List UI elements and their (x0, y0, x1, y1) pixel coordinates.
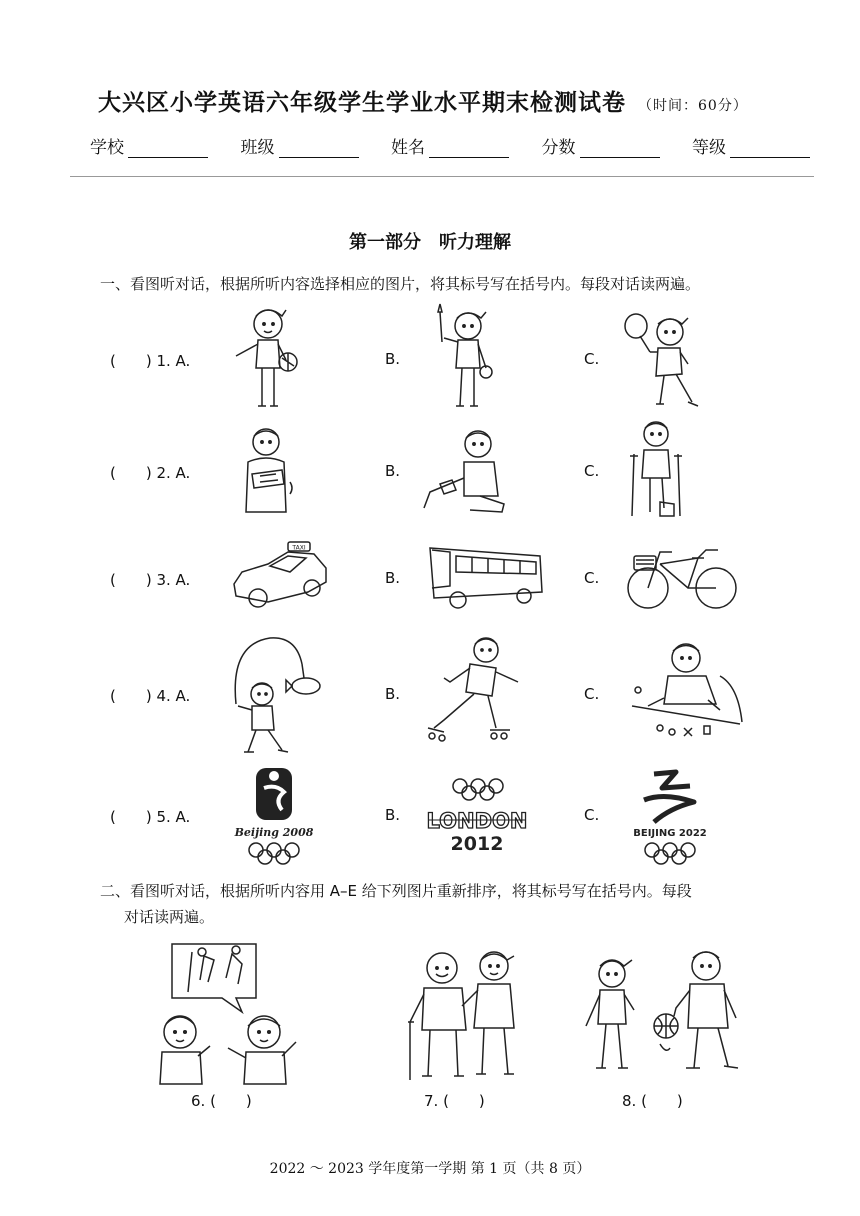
beijing-2022-logo-image[interactable] (624, 766, 720, 864)
question-3-label: ( ) 3. A. (110, 571, 191, 589)
question-5-label: ( ) 5. A. (110, 808, 191, 826)
info-class (241, 133, 359, 158)
info-grade (692, 133, 810, 158)
option-c-label: C. (584, 806, 600, 824)
boy-injured-arm-image[interactable] (232, 422, 306, 518)
exam-title (98, 84, 748, 117)
section1-instruction: 一、看图听对话，根据所听内容选择相应的图片，将其标号写在括号内。每段对话读两遍。 (100, 275, 701, 293)
boy-roller-skating-image[interactable] (420, 632, 524, 748)
option-b-label: B. (385, 462, 401, 480)
taxi-image[interactable] (228, 538, 332, 612)
info-label: 班级 (240, 138, 275, 158)
london-text: LONDON (426, 809, 528, 833)
girl-playing-ping-pong-image[interactable] (622, 306, 708, 412)
london-year-text: 2012 (450, 833, 504, 855)
beijing-2008-logo-image[interactable] (226, 766, 322, 864)
option-b-label: B. (385, 350, 401, 368)
option-c-label: C. (584, 350, 600, 368)
section2-instruction-line1: 二、看图听对话，根据所听内容用 A–E 给下列图片重新排序，将其标号写在括号内。每段 (100, 882, 692, 900)
student-info-line (90, 133, 810, 158)
option-b-label: B. (385, 685, 401, 703)
option-c-label: C. (584, 569, 600, 587)
boy-making-crafts-image[interactable] (628, 636, 744, 740)
question-1-label: ( ) 1. A. (110, 352, 191, 370)
class-blank[interactable] (279, 139, 359, 158)
exam-time: （时间：60分） (638, 98, 748, 114)
page-footer: 2022 ～ 2023 学年度第一学期 第 1 页（共 8 页） (269, 1161, 591, 1177)
header-divider (70, 176, 814, 177)
info-label: 分数 (541, 138, 576, 158)
old-man-and-girl-image[interactable] (404, 946, 524, 1082)
score-blank[interactable] (580, 139, 660, 158)
exam-title-text: 大兴区小学英语六年级学生学业水平期末检测试卷 (98, 90, 626, 116)
boy-fishing-image[interactable] (226, 634, 328, 758)
bicycle-image[interactable] (626, 542, 738, 614)
bus-image[interactable] (424, 540, 546, 612)
info-name (391, 133, 509, 158)
info-school (90, 133, 208, 158)
option-c-label: C. (584, 685, 600, 703)
name-blank[interactable] (429, 139, 509, 158)
school-blank[interactable] (128, 139, 208, 158)
girl-with-torch-image[interactable] (430, 302, 502, 414)
beijing-2008-text: Beijing 2008 (234, 826, 314, 839)
london-2012-logo-image[interactable] (424, 776, 530, 856)
grade-blank[interactable] (730, 139, 810, 158)
kids-talking-image[interactable] (152, 940, 304, 1086)
question-8-label: 8. ( ) (622, 1092, 683, 1110)
question-7-label: 7. ( ) (424, 1092, 485, 1110)
question-4-label: ( ) 4. A. (110, 687, 191, 705)
option-c-label: C. (584, 462, 600, 480)
question-6-label: 6. ( ) (191, 1092, 252, 1110)
option-b-label: B. (385, 806, 401, 824)
boy-on-crutches-image[interactable] (624, 416, 688, 520)
girl-with-ball-image[interactable] (228, 302, 308, 414)
section2-instruction-line2: 对话读两遍。 (124, 908, 215, 926)
question-2-label: ( ) 2. A. (110, 464, 191, 482)
girl-and-boy-basketball-image[interactable] (578, 944, 746, 1076)
info-label: 学校 (90, 138, 124, 158)
option-b-label: B. (385, 569, 401, 587)
info-label: 姓名 (391, 138, 425, 158)
info-label: 等级 (692, 138, 726, 158)
beijing-2022-text: BEIJING 2022 (633, 828, 707, 839)
taxi-sign-text: TAXI (292, 544, 306, 552)
part-title: 第一部分 听力理解 (349, 232, 511, 253)
boy-injured-leg-image[interactable] (420, 422, 512, 518)
info-score (542, 133, 660, 158)
